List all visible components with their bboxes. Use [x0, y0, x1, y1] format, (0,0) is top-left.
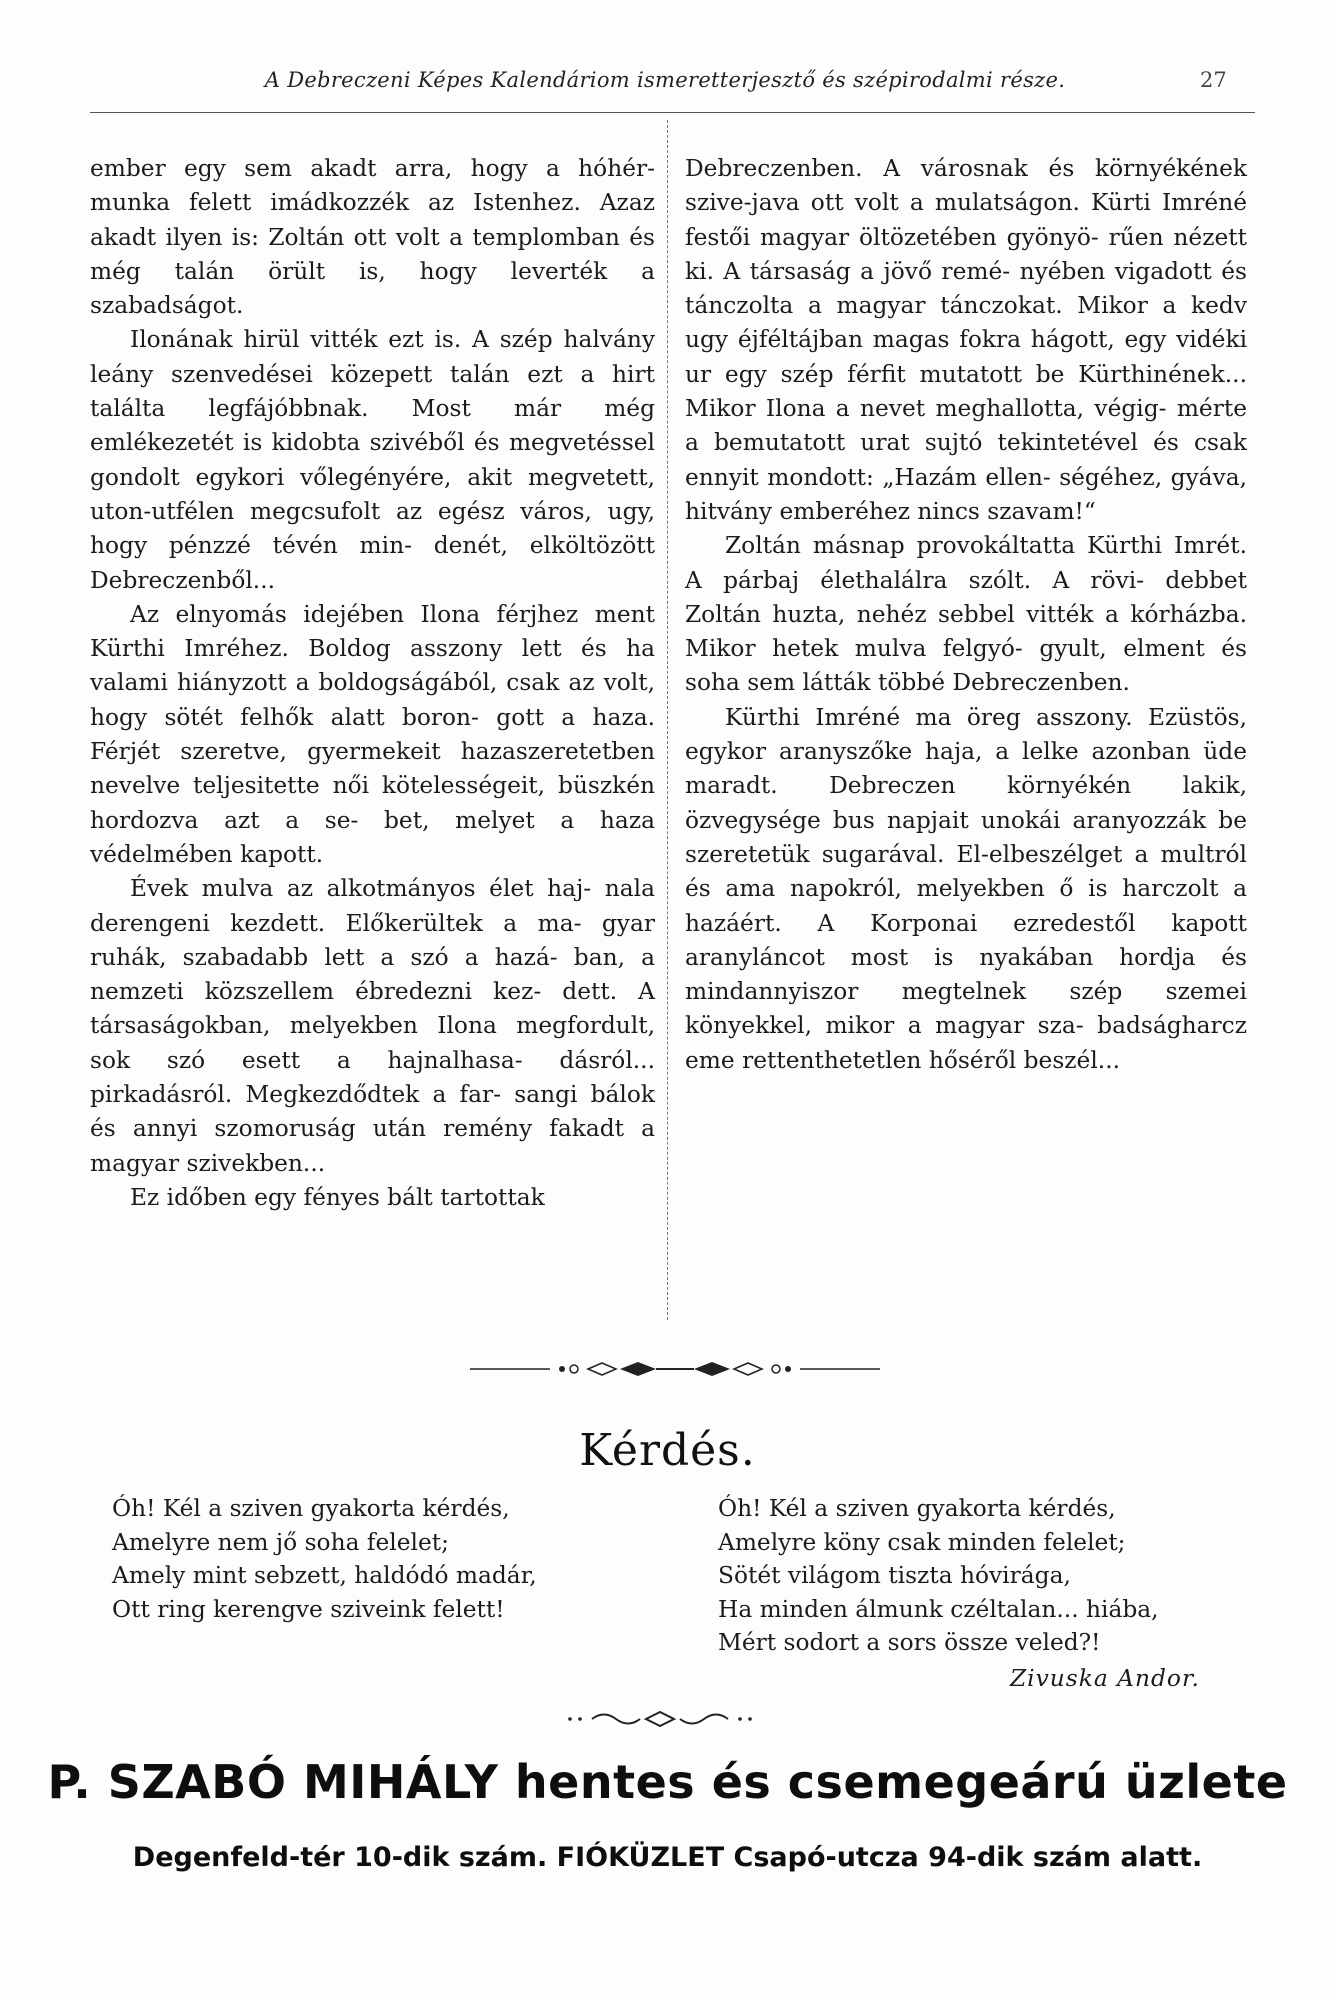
text-line: hordja és mindannyiszor megtelnek szép — [685, 943, 1248, 1006]
ornament-flourish-icon — [470, 1357, 880, 1381]
text-line: Azaz akadt ilyen is: Zoltán ott volt a — [90, 189, 655, 251]
text-line: gyar ruhák, szabadabb lett a szó a hazá- — [90, 909, 655, 971]
right-text-column — [685, 152, 1247, 1078]
text-line: magas fokra hágott, egy vidéki ur egy — [685, 326, 1248, 388]
text-line: ment Kürthi Imréhez. Boldog asszony lett — [90, 600, 655, 663]
header-rule — [90, 112, 1255, 113]
ornament-scroll-icon — [560, 1708, 760, 1730]
text-line: özvegysége bus napjait unokái aranyozzák — [685, 806, 1207, 834]
running-header — [0, 68, 1335, 108]
text-line: halvány leány szenvedései közepett talán — [90, 326, 655, 388]
decorative-divider — [560, 1708, 760, 1730]
text-line: munka felett imádkozzék az Istenhez. — [90, 189, 581, 217]
text-line: Zoltán másnap provokáltatta Kürthi — [725, 532, 1163, 560]
advertisement-headline: P. SZABÓ MIHÁLY hentes és csemegeárú üzlete — [47, 1755, 1288, 1809]
text-line: Ez időben egy fényes bált tartottak — [130, 1183, 545, 1211]
text-line: beszél... — [1023, 1046, 1121, 1074]
text-line: hazaszeretetben nevelve teljesitette női — [90, 738, 656, 800]
decorative-divider — [470, 1357, 880, 1381]
text-line: szive-java ott volt a mulatságon. Kürti — [685, 189, 1151, 217]
text-line: és ha valami hiányzott a boldogságából, — [90, 635, 655, 697]
paragraph — [90, 872, 655, 1181]
paragraph — [90, 1181, 655, 1215]
text-line: üde maradt. Debreczen környékén lakik, — [685, 738, 1248, 800]
verse-line: Mért sodort a sors össze veled?! — [718, 1629, 1101, 1656]
text-line: harczolt a hazáért. A Korponai ezredestől — [685, 875, 1247, 937]
text-line: Kürthi Imréné ma öreg asszony. Ezüstös, — [725, 703, 1247, 731]
text-line: egész város, ugy, hogy pénzzé tévén min- — [90, 497, 655, 560]
text-line: templomban és még talán örült is, hogy — [90, 223, 655, 285]
text-line: Az elnyomás idejében Ilona férjhez — [130, 600, 579, 628]
text-line: be szeretetük sugarával. El-elbeszélget a — [685, 806, 1247, 868]
paragraph — [685, 701, 1247, 1078]
text-line: dett. A társaságokban, melyekben Ilona — [90, 978, 656, 1040]
paragraph — [90, 323, 655, 597]
advertisement-address: Degenfeld-tér 10-dik szám. FIÓKÜZLET Csapó-utcza 94-dik szám alatt. — [132, 1842, 1203, 1873]
text-line: szép férfit mutatott be Kürthinének... — [780, 360, 1247, 388]
text-line: ban, a nemzeti közszellem ébredezni kez- — [90, 943, 656, 1006]
text-line: denét, elköltözött Debreczenből... — [90, 532, 655, 594]
text-line: Debreczenben. A városnak és környékének — [685, 155, 1247, 182]
text-line: Évek mulva az alkotmányos élet haj- — [130, 875, 592, 903]
text-line: leverték a szabadságot. — [90, 257, 656, 320]
paragraph — [685, 529, 1247, 700]
left-text-column — [90, 152, 655, 1215]
text-line: gyult, elment és soha sem látták többé — [685, 635, 1247, 697]
text-line: kötelességeit, büszkén hordozva azt a se- — [90, 772, 655, 834]
verse-line: Amely mint sebzett, haldódó madár, — [112, 1562, 537, 1589]
text-line: Imréné festői magyar öltözetében gyönyö- — [685, 189, 1247, 251]
paragraph — [90, 152, 655, 323]
text-line: sangi bálok és annyi szomoruság után — [90, 1081, 656, 1143]
text-line: multról és ama napokról, melyekben ő is — [685, 840, 1248, 903]
text-line: Ilonának hirül vitték ezt is. A szép — [130, 326, 553, 354]
verse-line: Amelyre nem jő soha felelet; — [112, 1528, 449, 1556]
text-line: csak az volt, hogy sötét felhők alatt boron- — [90, 669, 655, 731]
text-line: mérte a bemutatott urat sujtó tekintetével — [685, 395, 1248, 457]
verse-line: Sötét világom tiszta hóvirága, — [718, 1562, 1071, 1589]
text-line: a kórházba. Mikor hetek mulva felgyó- — [685, 600, 1248, 663]
text-line: egykor aranyszőke haja, a lelke azonban — [685, 738, 1191, 766]
text-line: Debreczenben. — [952, 669, 1130, 697]
text-line: badságharcz eme rettenthetetlen hőséről — [685, 1012, 1247, 1074]
running-title: A Debreczeni Képes Kalendáriom ismeretterjesztő és szépirodalmi része. — [264, 68, 1066, 92]
text-line: Imrét. A párbaj élethalálra szólt. A rövi- — [685, 532, 1247, 594]
column-divider — [667, 120, 668, 1320]
text-line: bet, melyet a haza védelmében kapott. — [90, 806, 655, 868]
text-line: szavam!“ — [987, 497, 1096, 525]
text-line: szemei könyekkel, mikor a magyar sza- — [685, 978, 1248, 1040]
text-line: ségéhez, gyáva, hitvány emberéhez nincs — [685, 463, 1247, 525]
poem-stanza-left — [112, 1492, 537, 1626]
paragraph — [90, 598, 655, 872]
text-line: dásról... pirkadásról. Megkezdődtek a far- — [90, 1046, 655, 1109]
verse-line: Ott ring kerengve sziveink felett! — [112, 1595, 505, 1623]
text-line: gott a haza. Férjét szeretve, gyermekeit — [90, 703, 656, 766]
page-number: 27 — [1200, 68, 1227, 92]
text-line: és csak ennyit mondott: „Hazám ellen- — [685, 429, 1247, 491]
text-line: nala derengeni kezdett. Előkerültek a ma- — [90, 875, 656, 937]
text-line: megfordult, sok szó esett a hajnalhasa- — [90, 1012, 655, 1074]
paragraph — [685, 152, 1247, 529]
text-line: kapott aranyláncot most is nyakában — [685, 909, 1247, 971]
verse-line: Óh! Kél a sziven gyakorta kérdés, — [718, 1495, 1116, 1522]
text-line: megvetéssel gondolt egykori vőlegényére, — [90, 429, 656, 491]
text-line: rűen nézett ki. A társaság a jövő remé- — [685, 223, 1247, 285]
verse-line: Amelyre köny csak minden felelet; — [718, 1528, 1126, 1556]
text-line: nyében vigadott és tánczolta a magyar — [685, 257, 1247, 320]
text-line: Mikor Ilona a nevet meghallotta, végig- — [685, 395, 1167, 423]
text-line: tánczokat. Mikor a kedv ugy éjféltájban — [685, 292, 1248, 354]
text-line: ember egy sem akadt arra, hogy a hóhér- — [90, 155, 655, 182]
text-line: még emlékezetét is kidobta szivéből és — [90, 395, 655, 457]
poem-author: Zivuska Andor. — [1010, 1665, 1200, 1692]
poem-stanza-right — [718, 1492, 1159, 1660]
verse-line: Ha minden álmunk czéltalan... hiába, — [718, 1595, 1159, 1623]
verse-line: Óh! Kél a sziven gyakorta kérdés, — [112, 1495, 510, 1522]
text-line: ezt a hirt találta legfájóbbnak. Most már — [90, 360, 656, 423]
text-line: akit megvetett, uton-utfélen megcsufolt az — [90, 463, 655, 525]
poem-title: Kérdés. — [579, 1425, 756, 1476]
text-line: debbet Zoltán huzta, nehéz sebbel vitték — [685, 566, 1248, 628]
text-line: remény fakadt a magyar szivekben... — [90, 1115, 655, 1177]
